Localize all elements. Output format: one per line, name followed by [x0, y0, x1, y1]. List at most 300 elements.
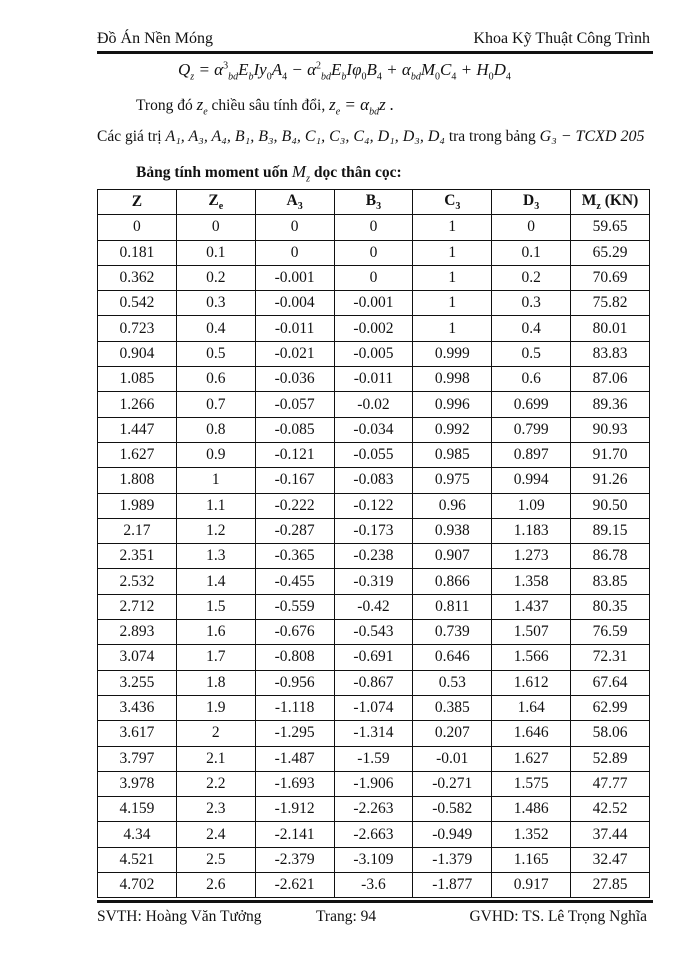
table-row	[98, 316, 650, 341]
table-cell: -0.238	[334, 544, 413, 569]
table-cell: 1.989	[98, 493, 177, 518]
table-cell: 1.437	[492, 594, 571, 619]
table-cell: 76.59	[571, 620, 650, 645]
table-cell: 1.5	[176, 594, 255, 619]
footer-left: SVTH: Hoàng Văn Tưởng	[97, 908, 262, 925]
table-cell: -1.59	[334, 746, 413, 771]
table-cell: 0.5	[492, 341, 571, 366]
table-cell: 0.723	[98, 316, 177, 341]
table-cell: 0.3	[492, 291, 571, 316]
table-cell: 3.617	[98, 721, 177, 746]
table-cell: 0	[255, 240, 334, 265]
table-cell: 1	[413, 316, 492, 341]
table-cell: 1.6	[176, 620, 255, 645]
table-cell: 52.89	[571, 746, 650, 771]
table-cell: 70.69	[571, 265, 650, 290]
formula-token: Q	[178, 60, 191, 79]
formula-sub: 0	[434, 71, 440, 83]
table-cell: 1.2	[176, 518, 255, 543]
table-cell: -0.121	[255, 442, 334, 467]
table-cell: -1.295	[255, 721, 334, 746]
table-cell: -0.676	[255, 620, 334, 645]
table-cell: 0.866	[413, 569, 492, 594]
table-cell: 87.06	[571, 367, 650, 392]
table-cell: 1.273	[492, 544, 571, 569]
page-header	[97, 30, 650, 50]
formula-token: M	[420, 60, 435, 79]
table-cell: 0.699	[492, 392, 571, 417]
table-cell: 1.352	[492, 822, 571, 847]
column-header	[492, 190, 571, 215]
table-cell: 0.6	[176, 367, 255, 392]
sub: e	[335, 106, 341, 118]
table-cell: -0.01	[413, 746, 492, 771]
sym: M	[291, 162, 307, 181]
text: Bảng tính moment uốn	[136, 164, 292, 181]
formula-token: E	[331, 60, 342, 79]
table-cell: 4.702	[98, 873, 177, 898]
table-cell: -1.118	[255, 695, 334, 720]
table-cell: 1.9	[176, 695, 255, 720]
table-cell: 0.3	[176, 291, 255, 316]
header-label: D	[523, 192, 535, 210]
table-cell: 0.6	[492, 367, 571, 392]
table-cell: 3.255	[98, 670, 177, 695]
table-cell: 3.074	[98, 645, 177, 670]
table-cell: 0.2	[176, 265, 255, 290]
table-cell: 2.4	[176, 822, 255, 847]
table-row	[98, 392, 650, 417]
column-header	[571, 190, 650, 215]
table-row	[98, 771, 650, 796]
formula-token: B	[366, 60, 377, 79]
formula-token: C	[439, 60, 452, 79]
table-cell: -0.055	[334, 442, 413, 467]
table-cell: 75.82	[571, 291, 650, 316]
table-cell: -0.004	[255, 291, 334, 316]
table-cell: -0.867	[334, 670, 413, 695]
table-cell: 0.904	[98, 341, 177, 366]
table-cell: 0.994	[492, 468, 571, 493]
table-cell: -0.057	[255, 392, 334, 417]
header-left: Đồ Án Nền Móng	[97, 30, 213, 47]
table-cell: 1.085	[98, 367, 177, 392]
table-cell: 42.52	[571, 797, 650, 822]
table-cell: 0.96	[413, 493, 492, 518]
header-sub: e	[218, 201, 224, 213]
table-cell: 90.93	[571, 417, 650, 442]
table-row	[98, 493, 650, 518]
table-row	[98, 569, 650, 594]
table-row	[98, 468, 650, 493]
table-cell: 2	[176, 721, 255, 746]
table-cell: -2.141	[255, 822, 334, 847]
table-cell: 0.646	[413, 645, 492, 670]
sym: z	[329, 95, 336, 114]
table-cell: 0.7	[176, 392, 255, 417]
table-cell: -0.222	[255, 493, 334, 518]
table-cell: -0.319	[334, 569, 413, 594]
table-cell: 1	[413, 291, 492, 316]
table-cell: -0.365	[255, 544, 334, 569]
sub: e	[203, 106, 208, 118]
table-cell: -0.42	[334, 594, 413, 619]
header-label: M	[581, 192, 597, 210]
sub: z	[306, 173, 310, 185]
table-cell: 0.385	[413, 695, 492, 720]
table-cell: 27.85	[571, 873, 650, 898]
table-cell: 2.893	[98, 620, 177, 645]
table-cell: 0.917	[492, 873, 571, 898]
table-cell: -1.074	[334, 695, 413, 720]
formula-token: Iφ	[346, 60, 362, 79]
table-cell: 0	[255, 215, 334, 240]
formula-sub: bd	[321, 71, 332, 83]
footer-right: GVHD: TS. Lê Trọng Nghĩa	[469, 908, 647, 925]
table-cell: 0.907	[413, 544, 492, 569]
table-cell: 1.266	[98, 392, 177, 417]
table-row	[98, 645, 650, 670]
formula-token: α	[307, 60, 317, 79]
table-cell: 0.542	[98, 291, 177, 316]
header-sub: 3	[534, 201, 540, 213]
table-cell: 1	[413, 215, 492, 240]
table-cell: 0	[492, 215, 571, 240]
formula-sub: bd	[228, 71, 239, 83]
header-sub: 3	[297, 201, 303, 213]
table-cell: -0.002	[334, 316, 413, 341]
table-cell: 2.532	[98, 569, 177, 594]
table-cell: 0.938	[413, 518, 492, 543]
table-cell: -0.949	[413, 822, 492, 847]
table-cell: 62.99	[571, 695, 650, 720]
header-label: A	[286, 192, 298, 210]
text: dọc thân cọc:	[309, 164, 402, 181]
column-header	[98, 190, 177, 215]
table-cell: -0.543	[334, 620, 413, 645]
table-cell: 89.36	[571, 392, 650, 417]
table-cell: 0.996	[413, 392, 492, 417]
table-cell: 0.799	[492, 417, 571, 442]
table-cell: -2.379	[255, 847, 334, 872]
table-row	[98, 847, 650, 872]
formula-token: +	[456, 60, 477, 79]
table-cell: -1.379	[413, 847, 492, 872]
formula-sup: 3	[223, 60, 229, 72]
table-cell: -0.167	[255, 468, 334, 493]
table-cell: -0.559	[255, 594, 334, 619]
table-row	[98, 620, 650, 645]
table-cell: 2.712	[98, 594, 177, 619]
table-cell: 80.01	[571, 316, 650, 341]
column-header	[413, 190, 492, 215]
table-cell: 0.1	[492, 240, 571, 265]
table-cell: 1.627	[98, 442, 177, 467]
table-ref: G₃ − TCXD 205	[539, 128, 645, 145]
formula-token: α	[401, 60, 411, 79]
ze-equation	[329, 95, 395, 118]
table-cell: -0.005	[334, 341, 413, 366]
formula-sub: b	[341, 71, 347, 83]
formula-token: Iy	[253, 60, 267, 79]
table-cell: -0.582	[413, 797, 492, 822]
table-cell: 37.44	[571, 822, 650, 847]
table-cell: 0.992	[413, 417, 492, 442]
table-cell: 1.507	[492, 620, 571, 645]
table-row	[98, 518, 650, 543]
table-cell: -3.6	[334, 873, 413, 898]
table-cell: 2.6	[176, 873, 255, 898]
table-row	[98, 797, 650, 822]
table-row	[98, 695, 650, 720]
table-cell: -1.693	[255, 771, 334, 796]
table-cell: -0.287	[255, 518, 334, 543]
table-cell: 0	[98, 215, 177, 240]
sub: bd	[369, 106, 380, 118]
table-cell: 0.4	[176, 316, 255, 341]
table-row	[98, 417, 650, 442]
header-sub: z	[596, 201, 601, 213]
header-sub: 3	[376, 201, 382, 213]
header-label: C	[444, 192, 456, 210]
table-row	[98, 265, 650, 290]
table-cell: -0.021	[255, 341, 334, 366]
table-cell: 1.566	[492, 645, 571, 670]
table-cell: 0.4	[492, 316, 571, 341]
table-cell: 1.09	[492, 493, 571, 518]
table-cell: 1.4	[176, 569, 255, 594]
footer-rule	[97, 900, 653, 903]
table-body	[98, 215, 650, 898]
formula-sub: bd	[410, 71, 421, 83]
formula-sub: 4	[451, 71, 457, 83]
table-cell: 0.739	[413, 620, 492, 645]
table-cell: -1.487	[255, 746, 334, 771]
formula-sub: 0	[266, 71, 272, 83]
table-cell: 3.978	[98, 771, 177, 796]
table-cell: 1	[413, 240, 492, 265]
table-cell: 3.797	[98, 746, 177, 771]
text: tra trong bảng	[444, 128, 540, 145]
table-cell: -0.122	[334, 493, 413, 518]
table-cell: 0.8	[176, 417, 255, 442]
table-cell: 0.5	[176, 341, 255, 366]
table-cell: 1.575	[492, 771, 571, 796]
header-label: Z	[131, 193, 143, 211]
table-cell: 4.521	[98, 847, 177, 872]
table-cell: 2.17	[98, 518, 177, 543]
sym: = α	[340, 95, 370, 114]
formula-token: +	[381, 60, 402, 79]
table-cell: 0.53	[413, 670, 492, 695]
table-cell: -3.109	[334, 847, 413, 872]
table-row	[98, 670, 650, 695]
table-cell: 3.436	[98, 695, 177, 720]
formula-sub: 4	[282, 71, 288, 83]
table-row	[98, 240, 650, 265]
table-cell: 1.183	[492, 518, 571, 543]
coef-list: A₁, A₃, A₄, B₁, B₃, B₄, C₁, C₃, C₄, D₁, D₃, D₄	[165, 128, 445, 145]
table-cell: 72.31	[571, 645, 650, 670]
table-cell: 0	[176, 215, 255, 240]
formula-token: A	[271, 60, 283, 79]
table-cell: -0.956	[255, 670, 334, 695]
ze-symbol	[196, 95, 208, 118]
table-cell: 86.78	[571, 544, 650, 569]
table-cell: 0.985	[413, 442, 492, 467]
table-title	[136, 162, 402, 184]
formula-token: H	[476, 60, 489, 79]
table-cell: 67.64	[571, 670, 650, 695]
table-cell: 1.486	[492, 797, 571, 822]
table-row	[98, 544, 650, 569]
table-row	[98, 822, 650, 847]
table-cell: 2.1	[176, 746, 255, 771]
table-cell: 2.5	[176, 847, 255, 872]
table-cell: 1.447	[98, 417, 177, 442]
table-cell: 0.897	[492, 442, 571, 467]
table-row	[98, 873, 650, 898]
column-header	[255, 190, 334, 215]
table-cell: -1.906	[334, 771, 413, 796]
table-header-row	[98, 190, 650, 215]
table-cell: 1.612	[492, 670, 571, 695]
formula-sub: b	[248, 71, 254, 83]
footer-page: Trang: 94	[316, 908, 377, 925]
table-cell: -1.314	[334, 721, 413, 746]
text: chiều sâu tính đổi,	[207, 97, 330, 114]
table-cell: 1.1	[176, 493, 255, 518]
header-rule	[97, 51, 653, 54]
table-cell: 0.999	[413, 341, 492, 366]
table-cell: -0.034	[334, 417, 413, 442]
table-cell: -0.085	[255, 417, 334, 442]
table-cell: 0.998	[413, 367, 492, 392]
table-cell: 0.207	[413, 721, 492, 746]
header-right: Khoa Kỹ Thuật Công Trình	[473, 30, 650, 47]
table-row	[98, 215, 650, 240]
table-cell: -0.036	[255, 367, 334, 392]
table-cell: 1.627	[492, 746, 571, 771]
table-cell: 1.808	[98, 468, 177, 493]
table-cell: 32.47	[571, 847, 650, 872]
table-cell: 65.29	[571, 240, 650, 265]
table-cell: 0.811	[413, 594, 492, 619]
table-row	[98, 594, 650, 619]
table-cell: 1	[176, 468, 255, 493]
table-row	[98, 291, 650, 316]
text: Trong đó	[136, 97, 197, 114]
table-cell: 1.646	[492, 721, 571, 746]
moment-table	[97, 189, 650, 898]
table-row	[98, 341, 650, 366]
formula-sub: z	[190, 71, 195, 83]
formula-sub: 4	[376, 71, 382, 83]
table-row	[98, 721, 650, 746]
table-cell: 0.1	[176, 240, 255, 265]
table-cell: -2.621	[255, 873, 334, 898]
table-cell: 0.181	[98, 240, 177, 265]
table-cell: 80.35	[571, 594, 650, 619]
formula-sup: 2	[316, 60, 322, 72]
table-cell: 1.8	[176, 670, 255, 695]
table-cell: 2.3	[176, 797, 255, 822]
formula-sub: 0	[488, 71, 494, 83]
table-cell: 83.85	[571, 569, 650, 594]
formula-token: =	[194, 60, 215, 79]
table-cell: 4.159	[98, 797, 177, 822]
table-cell: 1.358	[492, 569, 571, 594]
table-cell: -0.001	[255, 265, 334, 290]
paragraph-trong-do	[136, 95, 394, 117]
table-cell: -0.808	[255, 645, 334, 670]
table-cell: 0.9	[176, 442, 255, 467]
table-cell: 2.2	[176, 771, 255, 796]
table-cell: 90.50	[571, 493, 650, 518]
table-cell: 1.64	[492, 695, 571, 720]
table-cell: 0	[334, 240, 413, 265]
header-label: Z	[208, 192, 219, 210]
table-cell: -0.691	[334, 645, 413, 670]
formula-token: α	[214, 60, 224, 79]
formula-sub: 4	[505, 71, 511, 83]
table-cell: 0	[334, 215, 413, 240]
formula-token: E	[238, 60, 249, 79]
text: Các giá trị	[97, 128, 166, 145]
formula-sub: 0	[361, 71, 367, 83]
table-cell: -0.001	[334, 291, 413, 316]
header-sub: 3	[455, 201, 461, 213]
table-cell: 1.7	[176, 645, 255, 670]
table-cell: -0.011	[334, 367, 413, 392]
formula-token: D	[493, 60, 506, 79]
column-header	[176, 190, 255, 215]
table-cell: -2.663	[334, 822, 413, 847]
table-cell: 83.83	[571, 341, 650, 366]
table-cell: 59.65	[571, 215, 650, 240]
paragraph-cac-gia-tri	[97, 128, 644, 146]
formula-token: −	[287, 60, 308, 79]
header-label: B	[365, 192, 377, 210]
table-cell: 0.975	[413, 468, 492, 493]
column-header	[334, 190, 413, 215]
table-row	[98, 442, 650, 467]
table-cell: -0.173	[334, 518, 413, 543]
table-cell: 91.26	[571, 468, 650, 493]
table-cell: 0	[334, 265, 413, 290]
mz-symbol	[291, 162, 310, 185]
table-cell: 58.06	[571, 721, 650, 746]
header-suffix: (KN)	[600, 192, 639, 210]
table-cell: 0.2	[492, 265, 571, 290]
table-cell: 4.34	[98, 822, 177, 847]
table-cell: 91.70	[571, 442, 650, 467]
table-cell: -0.271	[413, 771, 492, 796]
table-cell: -2.263	[334, 797, 413, 822]
table-cell: -0.02	[334, 392, 413, 417]
table-cell: 47.77	[571, 771, 650, 796]
formula-qz	[178, 60, 511, 82]
table-cell: 1.3	[176, 544, 255, 569]
table-cell: -0.011	[255, 316, 334, 341]
table-row	[98, 367, 650, 392]
table-cell: -0.455	[255, 569, 334, 594]
table-cell: -1.877	[413, 873, 492, 898]
table-cell: -0.083	[334, 468, 413, 493]
table-cell: 2.351	[98, 544, 177, 569]
sym: z	[196, 95, 204, 114]
table-cell: 1	[413, 265, 492, 290]
